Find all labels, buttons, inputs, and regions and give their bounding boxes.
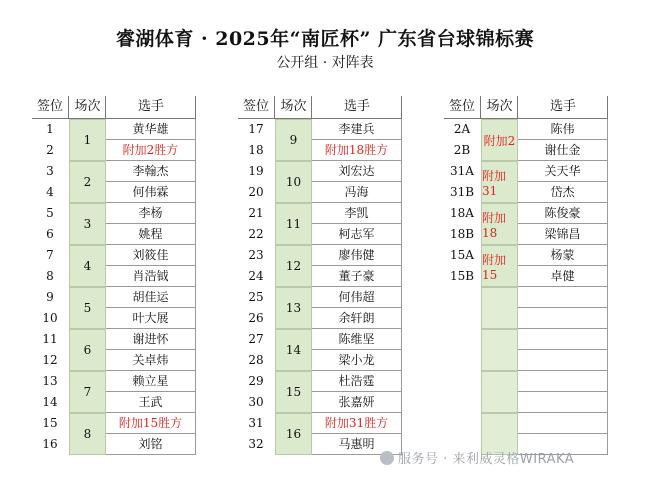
- page-subtitle: 公开组 · 对阵表: [276, 55, 374, 71]
- player-name: 附加31胜方: [312, 413, 402, 434]
- seed-label: 2A: [453, 122, 471, 136]
- seed-label: 30: [248, 395, 264, 409]
- match-number: 16: [275, 413, 312, 455]
- seed-label: 13: [42, 374, 58, 388]
- player-name: 陈俊豪: [518, 203, 608, 224]
- header-separator: [68, 96, 69, 118]
- seed-label: 7: [46, 248, 54, 262]
- match-number: [481, 329, 518, 371]
- player-name: 赖立星: [106, 371, 196, 392]
- player-name: [518, 308, 608, 329]
- header-match: 场次: [280, 99, 307, 114]
- seed-label: 14: [42, 395, 58, 409]
- match-number: 2: [69, 161, 106, 203]
- match-number: 14: [275, 329, 312, 371]
- seed-label: 6: [46, 227, 54, 241]
- player-name: 刘宏达: [312, 161, 402, 182]
- player-name: 附加15胜方: [106, 413, 196, 434]
- match-number: 附加18: [481, 203, 518, 245]
- seed-label: [444, 308, 480, 329]
- player-name: 肖浩钺: [106, 266, 196, 287]
- seed-label: 12: [42, 353, 58, 367]
- header-separator: [517, 96, 518, 118]
- match-number: 6: [69, 329, 106, 371]
- player-name: 刘筱佳: [106, 245, 196, 266]
- player-name: 卓健: [518, 266, 608, 287]
- match-number: 附加15: [481, 245, 518, 287]
- player-name: 陈伟: [518, 119, 608, 140]
- seed-label: 26: [248, 311, 264, 325]
- seed-label: 27: [248, 332, 264, 346]
- header-separator: [274, 96, 275, 118]
- seed-label: 10: [42, 311, 58, 325]
- seed-label: 28: [248, 353, 264, 367]
- player-name: 刘铭: [106, 434, 196, 455]
- player-name: 杜浩霆: [312, 371, 402, 392]
- player-name: 王武: [106, 392, 196, 413]
- match-number: 15: [275, 371, 312, 413]
- player-name: 梁小龙: [312, 350, 402, 371]
- seed-label: [444, 371, 480, 392]
- match-number: 3: [69, 203, 106, 245]
- header-player: 选手: [549, 99, 576, 114]
- seed-label: 15: [42, 416, 58, 430]
- seed-label: 32: [248, 437, 264, 451]
- match-number: 4: [69, 245, 106, 287]
- player-name: 叶大展: [106, 308, 196, 329]
- header-match: 场次: [486, 99, 513, 114]
- player-name: 何伟霖: [106, 182, 196, 203]
- seed-label: 3: [46, 164, 54, 178]
- header-seed: 签位: [242, 99, 269, 114]
- match-number: 1: [69, 119, 106, 161]
- match-number: 附加31: [481, 161, 518, 203]
- header-seed: 签位: [36, 99, 63, 114]
- player-name: 关卓炜: [106, 350, 196, 371]
- seed-label: 18A: [450, 206, 474, 220]
- match-number: [481, 371, 518, 413]
- player-name: 柯志军: [312, 224, 402, 245]
- header-separator: [195, 96, 196, 118]
- seed-label: 31: [248, 416, 264, 430]
- header-match: 场次: [74, 99, 101, 114]
- player-name: [518, 329, 608, 350]
- seed-label: 4: [46, 185, 54, 199]
- seed-label: 31B: [449, 185, 475, 199]
- match-number: 7: [69, 371, 106, 413]
- match-number: 5: [69, 287, 106, 329]
- seed-label: 2: [46, 143, 54, 157]
- header-player: 选手: [137, 99, 164, 114]
- match-number: 12: [275, 245, 312, 287]
- match-number: [481, 287, 518, 329]
- header-player: 选手: [343, 99, 370, 114]
- player-name: [518, 287, 608, 308]
- player-name: 李凯: [312, 203, 402, 224]
- player-name: 余轩朗: [312, 308, 402, 329]
- player-name: [518, 413, 608, 434]
- player-name: 何伟超: [312, 287, 402, 308]
- seed-label: 9: [46, 290, 54, 304]
- header-separator: [105, 96, 106, 118]
- match-number: 8: [69, 413, 106, 455]
- player-name: [518, 392, 608, 413]
- seed-label: 24: [248, 269, 264, 283]
- player-name: 附加18胜方: [312, 140, 402, 161]
- seed-label: [444, 287, 480, 308]
- player-name: 马惠明: [312, 434, 402, 455]
- seed-label: 23: [248, 248, 264, 262]
- seed-label: 16: [42, 437, 58, 451]
- player-name: 附加2胜方: [106, 140, 196, 161]
- seed-label: [444, 413, 480, 434]
- header-separator: [311, 96, 312, 118]
- seed-label: 2B: [453, 143, 471, 157]
- player-name: 陈维坚: [312, 329, 402, 350]
- seed-label: 5: [46, 206, 54, 220]
- seed-label: 31A: [450, 164, 474, 178]
- player-name: 李杨: [106, 203, 196, 224]
- header-seed: 签位: [448, 99, 475, 114]
- match-number: 10: [275, 161, 312, 203]
- header-separator: [480, 96, 481, 118]
- seed-label: 1: [46, 122, 54, 136]
- player-name: 杨蒙: [518, 245, 608, 266]
- player-name: 梁锦昌: [518, 224, 608, 245]
- seed-label: [444, 392, 480, 413]
- page-title: 睿湖体育 · 2025年“南匠杯” 广东省台球锦标赛: [115, 28, 535, 50]
- player-name: 黄华雄: [106, 119, 196, 140]
- seed-label: 15A: [450, 248, 474, 262]
- player-name: 岱杰: [518, 182, 608, 203]
- player-name: 李建兵: [312, 119, 402, 140]
- player-name: [518, 350, 608, 371]
- player-name: 董子豪: [312, 266, 402, 287]
- match-number: 13: [275, 287, 312, 329]
- seed-label: 25: [248, 290, 264, 304]
- player-name: 张嘉妍: [312, 392, 402, 413]
- seed-label: [444, 350, 480, 371]
- seed-label: [444, 329, 480, 350]
- seed-label: 8: [46, 269, 54, 283]
- seed-label: 11: [42, 332, 58, 346]
- wechat-icon: [380, 451, 394, 465]
- seed-label: 18: [248, 143, 264, 157]
- player-name: 关天华: [518, 161, 608, 182]
- player-name: 谢进怀: [106, 329, 196, 350]
- watermark: [380, 448, 574, 467]
- player-name: 谢仕金: [518, 140, 608, 161]
- player-name: 姚程: [106, 224, 196, 245]
- player-name: 廖伟健: [312, 245, 402, 266]
- watermark-text: 服务号 · 来利威灵格WIRAKA: [398, 452, 575, 467]
- player-name: 冯海: [312, 182, 402, 203]
- seed-label: 18B: [449, 227, 475, 241]
- match-number: 附加2: [481, 119, 518, 161]
- seed-label: 15B: [449, 269, 475, 283]
- header-separator: [607, 96, 608, 118]
- match-number: 9: [275, 119, 312, 161]
- seed-label: 22: [248, 227, 264, 241]
- seed-label: 29: [248, 374, 264, 388]
- match-number: 11: [275, 203, 312, 245]
- player-name: 胡佳运: [106, 287, 196, 308]
- seed-label: 21: [248, 206, 264, 220]
- seed-label: 19: [248, 164, 264, 178]
- player-name: [518, 371, 608, 392]
- seed-label: 17: [248, 122, 264, 136]
- player-name: 李翰杰: [106, 161, 196, 182]
- seed-label: 20: [248, 185, 264, 199]
- header-separator: [401, 96, 402, 118]
